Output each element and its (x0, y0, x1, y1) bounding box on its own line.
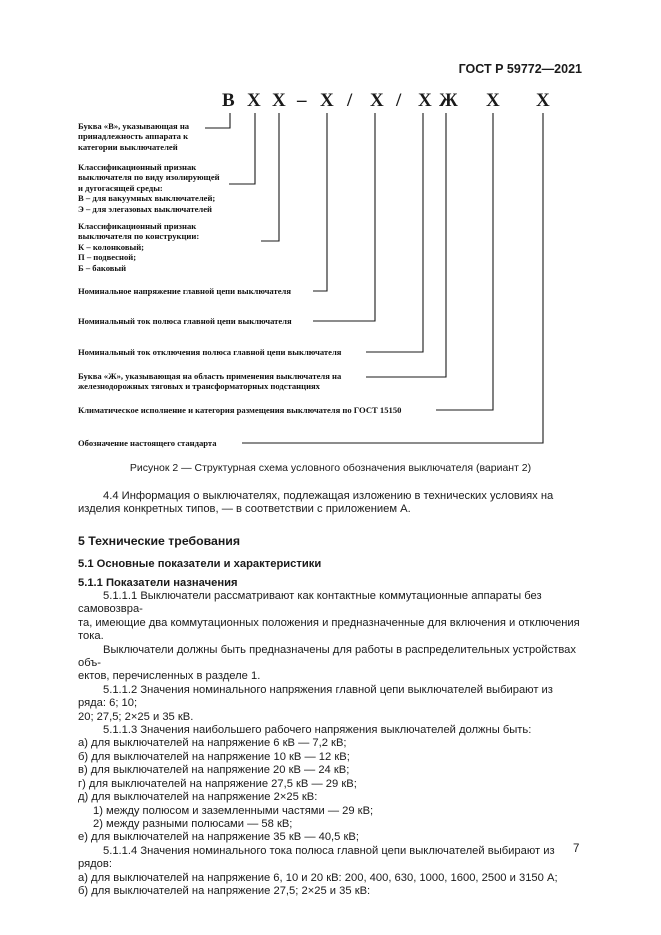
code-char: Х (320, 90, 335, 111)
code-char: Х (418, 90, 433, 111)
leader-line (366, 113, 446, 377)
code-char: Х (247, 90, 262, 111)
leader-line (313, 113, 327, 291)
code-char: Х (370, 90, 385, 111)
text-line: 5.1.1.3 Значения наибольшего рабочего напряжения выключателей должны быть: (103, 724, 532, 737)
figure-caption: Рисунок 2 — Структурная схема условного обозначения выключателя (вариант 2) (129, 462, 532, 474)
section-heading: 5 Технические требования (78, 534, 240, 548)
code-char: В (222, 90, 236, 111)
label-construction-type: Классификационный признак выключателя по конструкции: К – колонковый; П – подвесной; Б – баковый (78, 221, 200, 273)
text-line: е) для выключателей на напряжение 35 кВ — 40,5 кВ; (78, 831, 359, 844)
label-rated-voltage: Номинальное напряжение главной цепи выключателя (78, 286, 292, 296)
text-line: ектов, перечисленных в разделе 1. (78, 670, 261, 683)
text-line: б) для выключателей на напряжение 27,5; 2×25 и 35 кВ: (78, 884, 371, 897)
leader-line (313, 113, 375, 321)
code-char: Х (272, 90, 287, 111)
label-breaking-current: Номинальный ток отключения полюса главной цепи выключателя (78, 347, 342, 357)
text-line: 5.1.1.4 Значения номинального тока полюса главной цепи выключателей выбирают из рядов: (78, 844, 555, 871)
subsubsection-heading: 5.1.1 Показатели назначения (78, 577, 238, 589)
page-number: 7 (573, 843, 580, 855)
leader-line (436, 113, 493, 410)
code-char: / (396, 90, 402, 111)
requirements-text (78, 590, 583, 898)
text-line: 5.1.1.1 Выключатели рассматривают как контактные коммутационные аппараты без самовозвра- (78, 590, 542, 616)
leader-line (229, 113, 255, 184)
text-line: б) для выключателей на напряжение 10 кВ — 12 кВ; (78, 750, 350, 763)
text-line: Выключатели должны быть предназначены для работы в распределительных устройствах объ- (78, 643, 576, 670)
leader-line (261, 113, 279, 241)
text-line: г) для выключателей на напряжение 27,5 кВ — 29 кВ; (78, 777, 357, 790)
label-letter-zh: Буква «Ж», указывающая на область применения выключателя на железнодорожных тяговых и трансформаторных подстанциях (78, 371, 342, 392)
text-line: 2) между разными полюсами — 58 кВ; (93, 817, 293, 830)
text-line: а) для выключателей на напряжение 6, 10 и 20 кВ: 200, 400, 630, 1000, 1600, 2500 и 3150 А; (78, 871, 558, 884)
text-line: 5.1.1.2 Значения номинального напряжения главной цепи выключателей выбирают из ряда: 6; 10; (78, 683, 553, 710)
text-line: в) для выключателей на напряжение 20 кВ — 24 кВ; (78, 764, 350, 777)
label-rated-current: Номинальный ток полюса главной цепи выключателя (78, 316, 292, 326)
label-medium-type: Классификационный признак выключателя по виду изолирующей и дугогасящей среды: В – для вакуумных выключателей; Э – для элегазовых выключателей (78, 162, 220, 214)
label-letter-v: Буква «В», указывающая на принадлежность аппарата к категории выключателей (78, 121, 190, 152)
text-line: а) для выключателей на напряжение 6 кВ — 7,2 кВ; (78, 737, 347, 750)
code-char: / (347, 90, 353, 111)
document-header: ГОСТ Р 59772—2021 (458, 62, 582, 76)
text-line: 1) между полюсом и заземленными частями — 29 кВ; (93, 804, 374, 817)
label-standard: Обозначение настоящего стандарта (78, 438, 217, 448)
leader-line (242, 113, 543, 443)
text-line: та, имеющие два коммутационных положения и предназначенные для включения и отключения тока. (78, 616, 580, 643)
paragraph-4-4: 4.4 Информация о выключателях, подлежащая изложению в технических условиях на изделия конкретных типов, — в соответствии с приложением А. (78, 490, 554, 516)
leader-line (205, 113, 230, 128)
code-char: Х (486, 90, 501, 111)
label-climatic: Климатическое исполнение и категория размещения выключателя по ГОСТ 15150 (78, 405, 402, 415)
code-char: Ж (439, 90, 459, 111)
text-line: 20; 27,5; 2×25 и 35 кВ. (78, 710, 194, 723)
subsection-heading: 5.1 Основные показатели и характеристики (78, 558, 322, 570)
code-char: – (297, 90, 307, 111)
text-line: д) для выключателей на напряжение 2×25 кВ: (78, 791, 318, 804)
code-char: Х (536, 90, 551, 111)
